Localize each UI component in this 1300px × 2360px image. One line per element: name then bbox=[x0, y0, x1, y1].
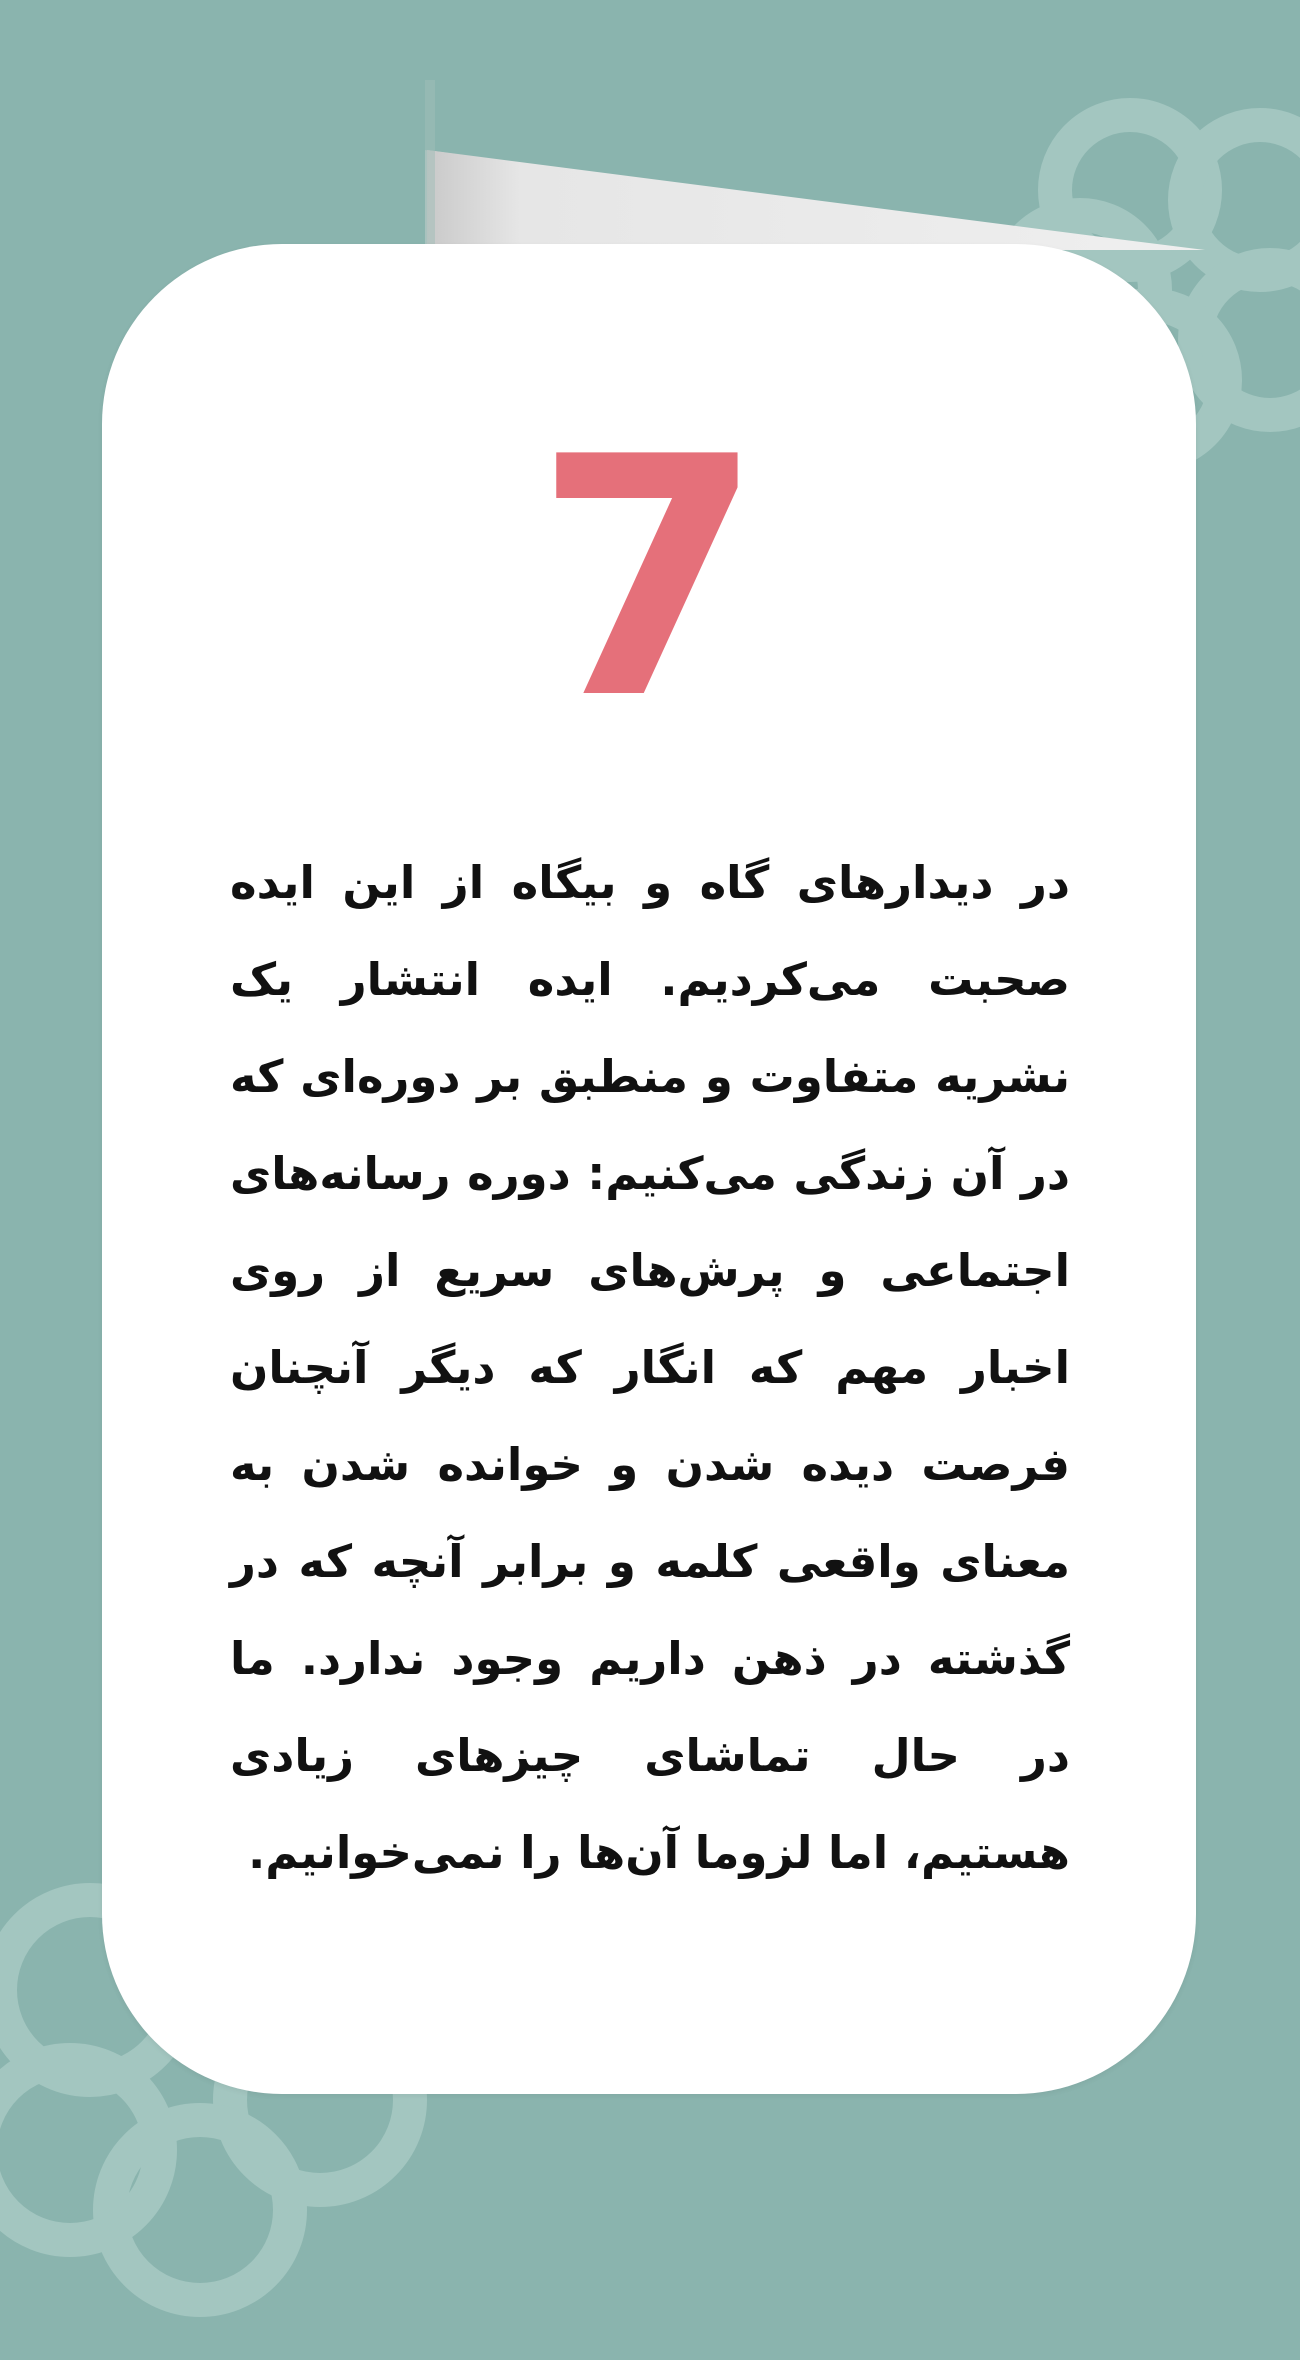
content-card bbox=[102, 244, 1196, 2094]
body-paragraph: در دیدارهای گاه و بیگاه از این ایده صحبت می‌کردیم. ایده انتشار یک نشریه متفاوت و منطبق بر دوره‌ای که در آن زندگی می‌کنیم: دوره رسانه‌های اجتماعی و پرش‌های سریع از روی اخبار مهم که انگار که دیگر آنچنان فرصت دیده شدن و خوانده شدن به معنای واقعی کلمه و برابر آنچه که در گذشته در ذهن داریم وجود ندارد. ما در حال تماشای چیزهای زیادی هستیم، اما لزوما آن‌ها را نمی‌خوانیم. bbox=[230, 856, 1070, 1879]
page-number: 7 bbox=[534, 387, 764, 771]
